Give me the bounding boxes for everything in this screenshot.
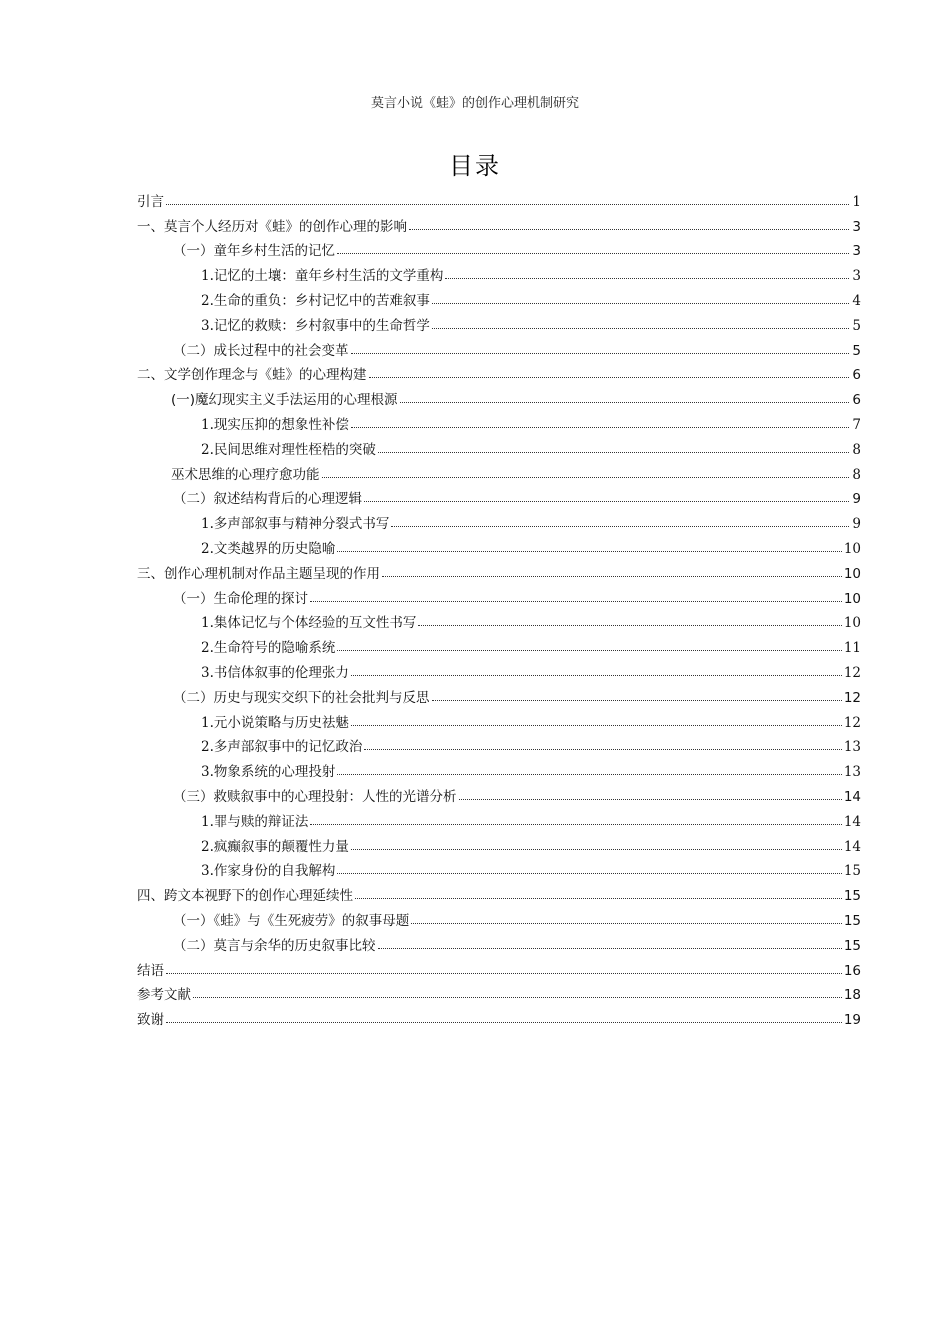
- toc-entry-page-number: 10: [843, 540, 861, 557]
- toc-entry-page-number: 14: [843, 813, 861, 830]
- toc-entry-page-number: 8: [852, 466, 861, 483]
- toc-leader-dots: [411, 922, 842, 924]
- toc-entry[interactable]: [137, 584, 861, 609]
- toc-leader-dots: [166, 203, 849, 205]
- toc-leader-dots: [391, 525, 849, 527]
- toc-entry-label: 2.生命的重负：乡村记忆中的苦难叙事: [201, 292, 430, 309]
- toc-leader-dots: [337, 872, 841, 874]
- running-header: 莫言小说《蛙》的创作心理机制研究: [370, 96, 579, 111]
- toc-entry-page-number: 15: [843, 912, 861, 929]
- toc-entry-label: 结语: [137, 962, 164, 979]
- toc-entry-page-number: 12: [843, 664, 861, 681]
- toc-entry-page-number: 3: [852, 268, 861, 285]
- toc-entry-label: 1.集体记忆与个体经验的互文性书写: [201, 615, 417, 632]
- toc-entry[interactable]: [137, 633, 861, 658]
- toc-entry-page-number: 7: [852, 416, 861, 433]
- toc-entry-page-number: 19: [843, 1012, 861, 1029]
- toc-entry[interactable]: [137, 311, 861, 336]
- toc-entry-label: 1.现实压抑的想象性补偿: [201, 416, 349, 433]
- toc-entry[interactable]: [137, 385, 861, 410]
- toc-entry-page-number: 15: [843, 863, 861, 880]
- toc-leader-dots: [337, 773, 841, 775]
- toc-leader-dots: [166, 972, 842, 974]
- toc-entry-label: 四、跨文本视野下的创作心理延续性: [137, 888, 353, 905]
- toc-leader-dots: [400, 401, 849, 403]
- toc-leader-dots: [432, 699, 842, 701]
- toc-entry[interactable]: [137, 832, 861, 857]
- toc-entry-label: 1.记忆的土壤：童年乡村生活的文学重构: [201, 268, 444, 285]
- toc-entry[interactable]: [137, 906, 861, 931]
- toc-entry-page-number: 9: [852, 516, 861, 533]
- toc-entry-page-number: 18: [843, 987, 861, 1004]
- toc-entry[interactable]: [137, 286, 861, 311]
- toc-entry[interactable]: [137, 187, 861, 212]
- toc-entry-label: (一)魔幻现实主义手法运用的心理根源: [171, 392, 398, 409]
- toc-entry-page-number: 3: [852, 218, 861, 235]
- toc-entry[interactable]: [137, 807, 861, 832]
- toc-entry[interactable]: [137, 410, 861, 435]
- toc-leader-dots: [378, 947, 842, 949]
- toc-entry[interactable]: [137, 361, 861, 386]
- toc-entry-label: 1.多声部叙事与精神分裂式书写: [201, 516, 390, 533]
- toc-entry-page-number: 5: [852, 342, 861, 359]
- toc-entry-page-number: 10: [843, 565, 861, 582]
- toc-entry-page-number: 15: [843, 888, 861, 905]
- toc-entry[interactable]: [137, 857, 861, 882]
- toc-leader-dots: [364, 748, 841, 750]
- toc-leader-dots: [418, 624, 841, 626]
- toc-entry[interactable]: [137, 435, 861, 460]
- toc-entry[interactable]: [137, 956, 861, 981]
- toc-entry-page-number: 13: [843, 739, 861, 756]
- toc-entry[interactable]: [137, 708, 861, 733]
- toc-leader-dots: [351, 724, 842, 726]
- toc-entry-label: 3.书信体叙事的伦理张力: [201, 664, 349, 681]
- toc-entry-page-number: 15: [843, 937, 861, 954]
- toc-entry-page-number: 9: [852, 491, 861, 508]
- toc-entry-label: 2.疯癫叙事的颠覆性力量: [201, 838, 349, 855]
- toc-leader-dots: [382, 575, 842, 577]
- toc-entry[interactable]: [137, 460, 861, 485]
- toc-leader-dots: [310, 823, 841, 825]
- toc-leader-dots: [459, 798, 842, 800]
- toc-entry-page-number: 6: [852, 367, 861, 384]
- toc-leader-dots: [351, 674, 842, 676]
- toc-leader-dots: [337, 252, 849, 254]
- toc-entry-page-number: 10: [843, 615, 861, 632]
- toc-entry-label: 1.元小说策略与历史祛魅: [201, 714, 349, 731]
- toc-leader-dots: [432, 302, 849, 304]
- toc-entry-label: （一）童年乡村生活的记忆: [173, 243, 335, 260]
- toc-entry-label: 致谢: [137, 1012, 164, 1029]
- toc-leader-dots: [322, 476, 850, 478]
- toc-entry-page-number: 3: [852, 243, 861, 260]
- toc-leader-dots: [378, 451, 849, 453]
- toc-entry[interactable]: [137, 534, 861, 559]
- toc-entry[interactable]: [137, 261, 861, 286]
- toc-leader-dots: [166, 1021, 842, 1023]
- toc-entry[interactable]: [137, 212, 861, 237]
- toc-leader-dots: [355, 897, 842, 899]
- toc-entry[interactable]: [137, 733, 861, 758]
- toc-leader-dots: [337, 649, 841, 651]
- toc-entry[interactable]: [137, 757, 861, 782]
- toc-entry[interactable]: [137, 782, 861, 807]
- toc-leader-dots: [193, 996, 842, 998]
- toc-entry-label: 2.民间思维对理性桎梏的突破: [201, 441, 376, 458]
- toc-entry-label: 3.记忆的救赎：乡村叙事中的生命哲学: [201, 317, 430, 334]
- toc-entry-label: 巫术思维的心理疗愈功能: [171, 466, 320, 483]
- toc-entry[interactable]: [137, 981, 861, 1006]
- toc-leader-dots: [432, 327, 849, 329]
- toc-leader-dots: [351, 426, 849, 428]
- toc-entry-label: （二）叙述结构背后的心理逻辑: [173, 491, 362, 508]
- toc-entry[interactable]: [137, 881, 861, 906]
- toc-entry-label: 二、文学创作理念与《蛙》的心理构建: [137, 367, 367, 384]
- toc-entry-page-number: 11: [843, 640, 861, 657]
- toc-entry-label: （二）莫言与余华的历史叙事比较: [173, 937, 376, 954]
- toc-entry-label: 3.作家身份的自我解构: [201, 863, 336, 880]
- toc-entry-page-number: 14: [843, 788, 861, 805]
- toc-entry-label: （一）《蛙》与《生死疲劳》的叙事母题: [173, 912, 410, 929]
- toc-entry-page-number: 6: [852, 392, 861, 409]
- toc-entry[interactable]: [137, 658, 861, 683]
- toc-leader-dots: [351, 352, 850, 354]
- toc-entry[interactable]: [137, 683, 861, 708]
- page-title: 目录: [449, 152, 501, 180]
- toc-entry-page-number: 12: [843, 714, 861, 731]
- toc-entry-label: 参考文献: [137, 987, 191, 1004]
- toc-leader-dots: [445, 277, 849, 279]
- toc-leader-dots: [409, 228, 849, 230]
- toc-leader-dots: [364, 500, 849, 502]
- toc-entry[interactable]: [137, 509, 861, 534]
- toc-entry[interactable]: [137, 485, 861, 510]
- toc-entry-label: （二）成长过程中的社会变革: [173, 342, 349, 359]
- toc-entry-label: 1.罪与赎的辩证法: [201, 813, 309, 830]
- toc-entry-label: （一）生命伦理的探讨: [173, 590, 308, 607]
- toc-entry-page-number: 5: [852, 317, 861, 334]
- toc-entry-page-number: 12: [843, 689, 861, 706]
- toc-entry-label: 引言: [137, 193, 164, 210]
- toc-entry[interactable]: [137, 609, 861, 634]
- toc-entry-label: 一、莫言个人经历对《蛙》的创作心理的影响: [137, 218, 407, 235]
- toc-entry[interactable]: [137, 1005, 861, 1030]
- toc-entry[interactable]: [137, 237, 861, 262]
- toc-entry-label: 3.物象系统的心理投射: [201, 764, 336, 781]
- toc-entry-page-number: 8: [852, 441, 861, 458]
- toc-entry-label: 2.多声部叙事中的记忆政治: [201, 739, 363, 756]
- toc-entry-page-number: 13: [843, 764, 861, 781]
- table-of-contents: [137, 187, 861, 1030]
- toc-entry-page-number: 4: [852, 292, 861, 309]
- toc-entry-label: （三）救赎叙事中的心理投射：人性的光谱分析: [173, 788, 457, 805]
- toc-leader-dots: [337, 550, 841, 552]
- toc-entry-page-number: 14: [843, 838, 861, 855]
- toc-leader-dots: [351, 848, 842, 850]
- toc-entry-page-number: 1: [852, 193, 861, 210]
- toc-entry-label: 2.文类越界的历史隐喻: [201, 540, 336, 557]
- toc-entry[interactable]: [137, 931, 861, 956]
- toc-entry-page-number: 10: [843, 590, 861, 607]
- toc-entry[interactable]: [137, 559, 861, 584]
- toc-entry[interactable]: [137, 336, 861, 361]
- toc-leader-dots: [310, 600, 842, 602]
- toc-entry-page-number: 16: [843, 962, 861, 979]
- toc-entry-label: （二）历史与现实交织下的社会批判与反思: [173, 689, 430, 706]
- toc-leader-dots: [369, 376, 850, 378]
- toc-entry-label: 三、创作心理机制对作品主题呈现的作用: [137, 565, 380, 582]
- toc-entry-label: 2.生命符号的隐喻系统: [201, 640, 336, 657]
